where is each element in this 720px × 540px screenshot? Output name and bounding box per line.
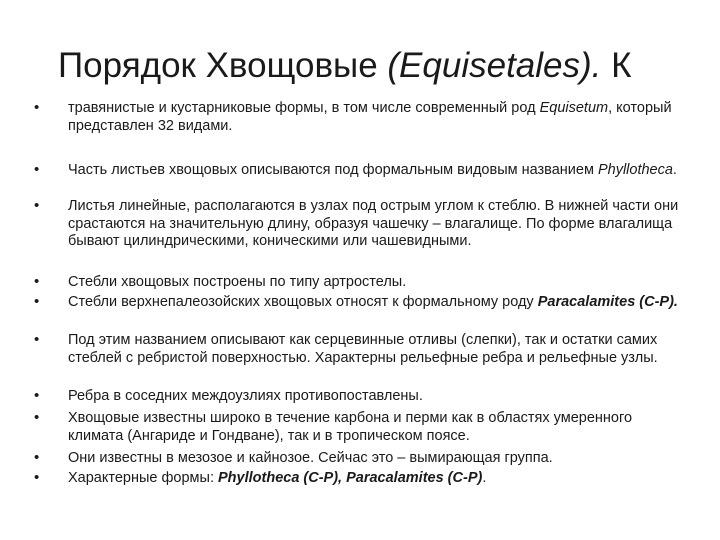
list-item-text: Стебли верхнепалеозойских хвощовых относят к формальному роду Paracalamites (C-P). [68,294,678,310]
bullet-marker: • [34,99,40,116]
list-item-text: Они известны в мезозое и кайнозое. Сейчас это – вымирающая группа. [68,450,553,466]
list-item-text: Ребра в соседних междоузлиях противопоставлены. [68,388,423,404]
title-latin: (Equisetales). [387,46,602,85]
bullet-marker: • [34,293,40,310]
slide-title [58,44,698,88]
list-item-text: Хвощовые известны широко в течение карбона и перми как в областях умеренного климата (Ангариде и Гондване), так и в тропическом поясе. [68,410,633,444]
bullet-marker: • [34,409,40,426]
bullet-marker: • [34,273,40,290]
bullet-marker: • [34,449,40,466]
list-item-text: травянистые и кустарниковые формы, в том числе современный род Equisetum, который представлен 32 видами. [68,100,672,134]
bullet-marker: • [34,197,40,214]
bullet-marker: • [34,387,40,404]
bullet-marker: • [34,331,40,348]
list-item-text: Часть листьев хвощовых описываются под формальным видовым названием Phyllotheca. [68,162,677,178]
bullet-marker: • [34,469,40,486]
title-main: Порядок Хвощовые [58,46,378,85]
list-item-text: Под этим названием описывают как серцевинные отливы (слепки), так и остатки самих стеблей с ребристой поверхностью. Характерны рельефные ребра и рельефные узлы. [68,332,658,366]
title-tail: К [601,46,632,85]
bullet-marker: • [34,161,40,178]
list-item-text: Листья линейные, располагаются в узлах под острым углом к стеблю. В нижней части они срастаются на значительную длину, образуя чашечку – влагалище. По форме влагалища бывают цилиндрическими, коническими или чашевидными. [68,198,679,249]
list-item-text: Характерные формы: Phyllotheca (C-P), Paracalamites (C-P). [68,470,487,486]
list-item-text: Стебли хвощовых построены по типу артростелы. [68,274,407,290]
